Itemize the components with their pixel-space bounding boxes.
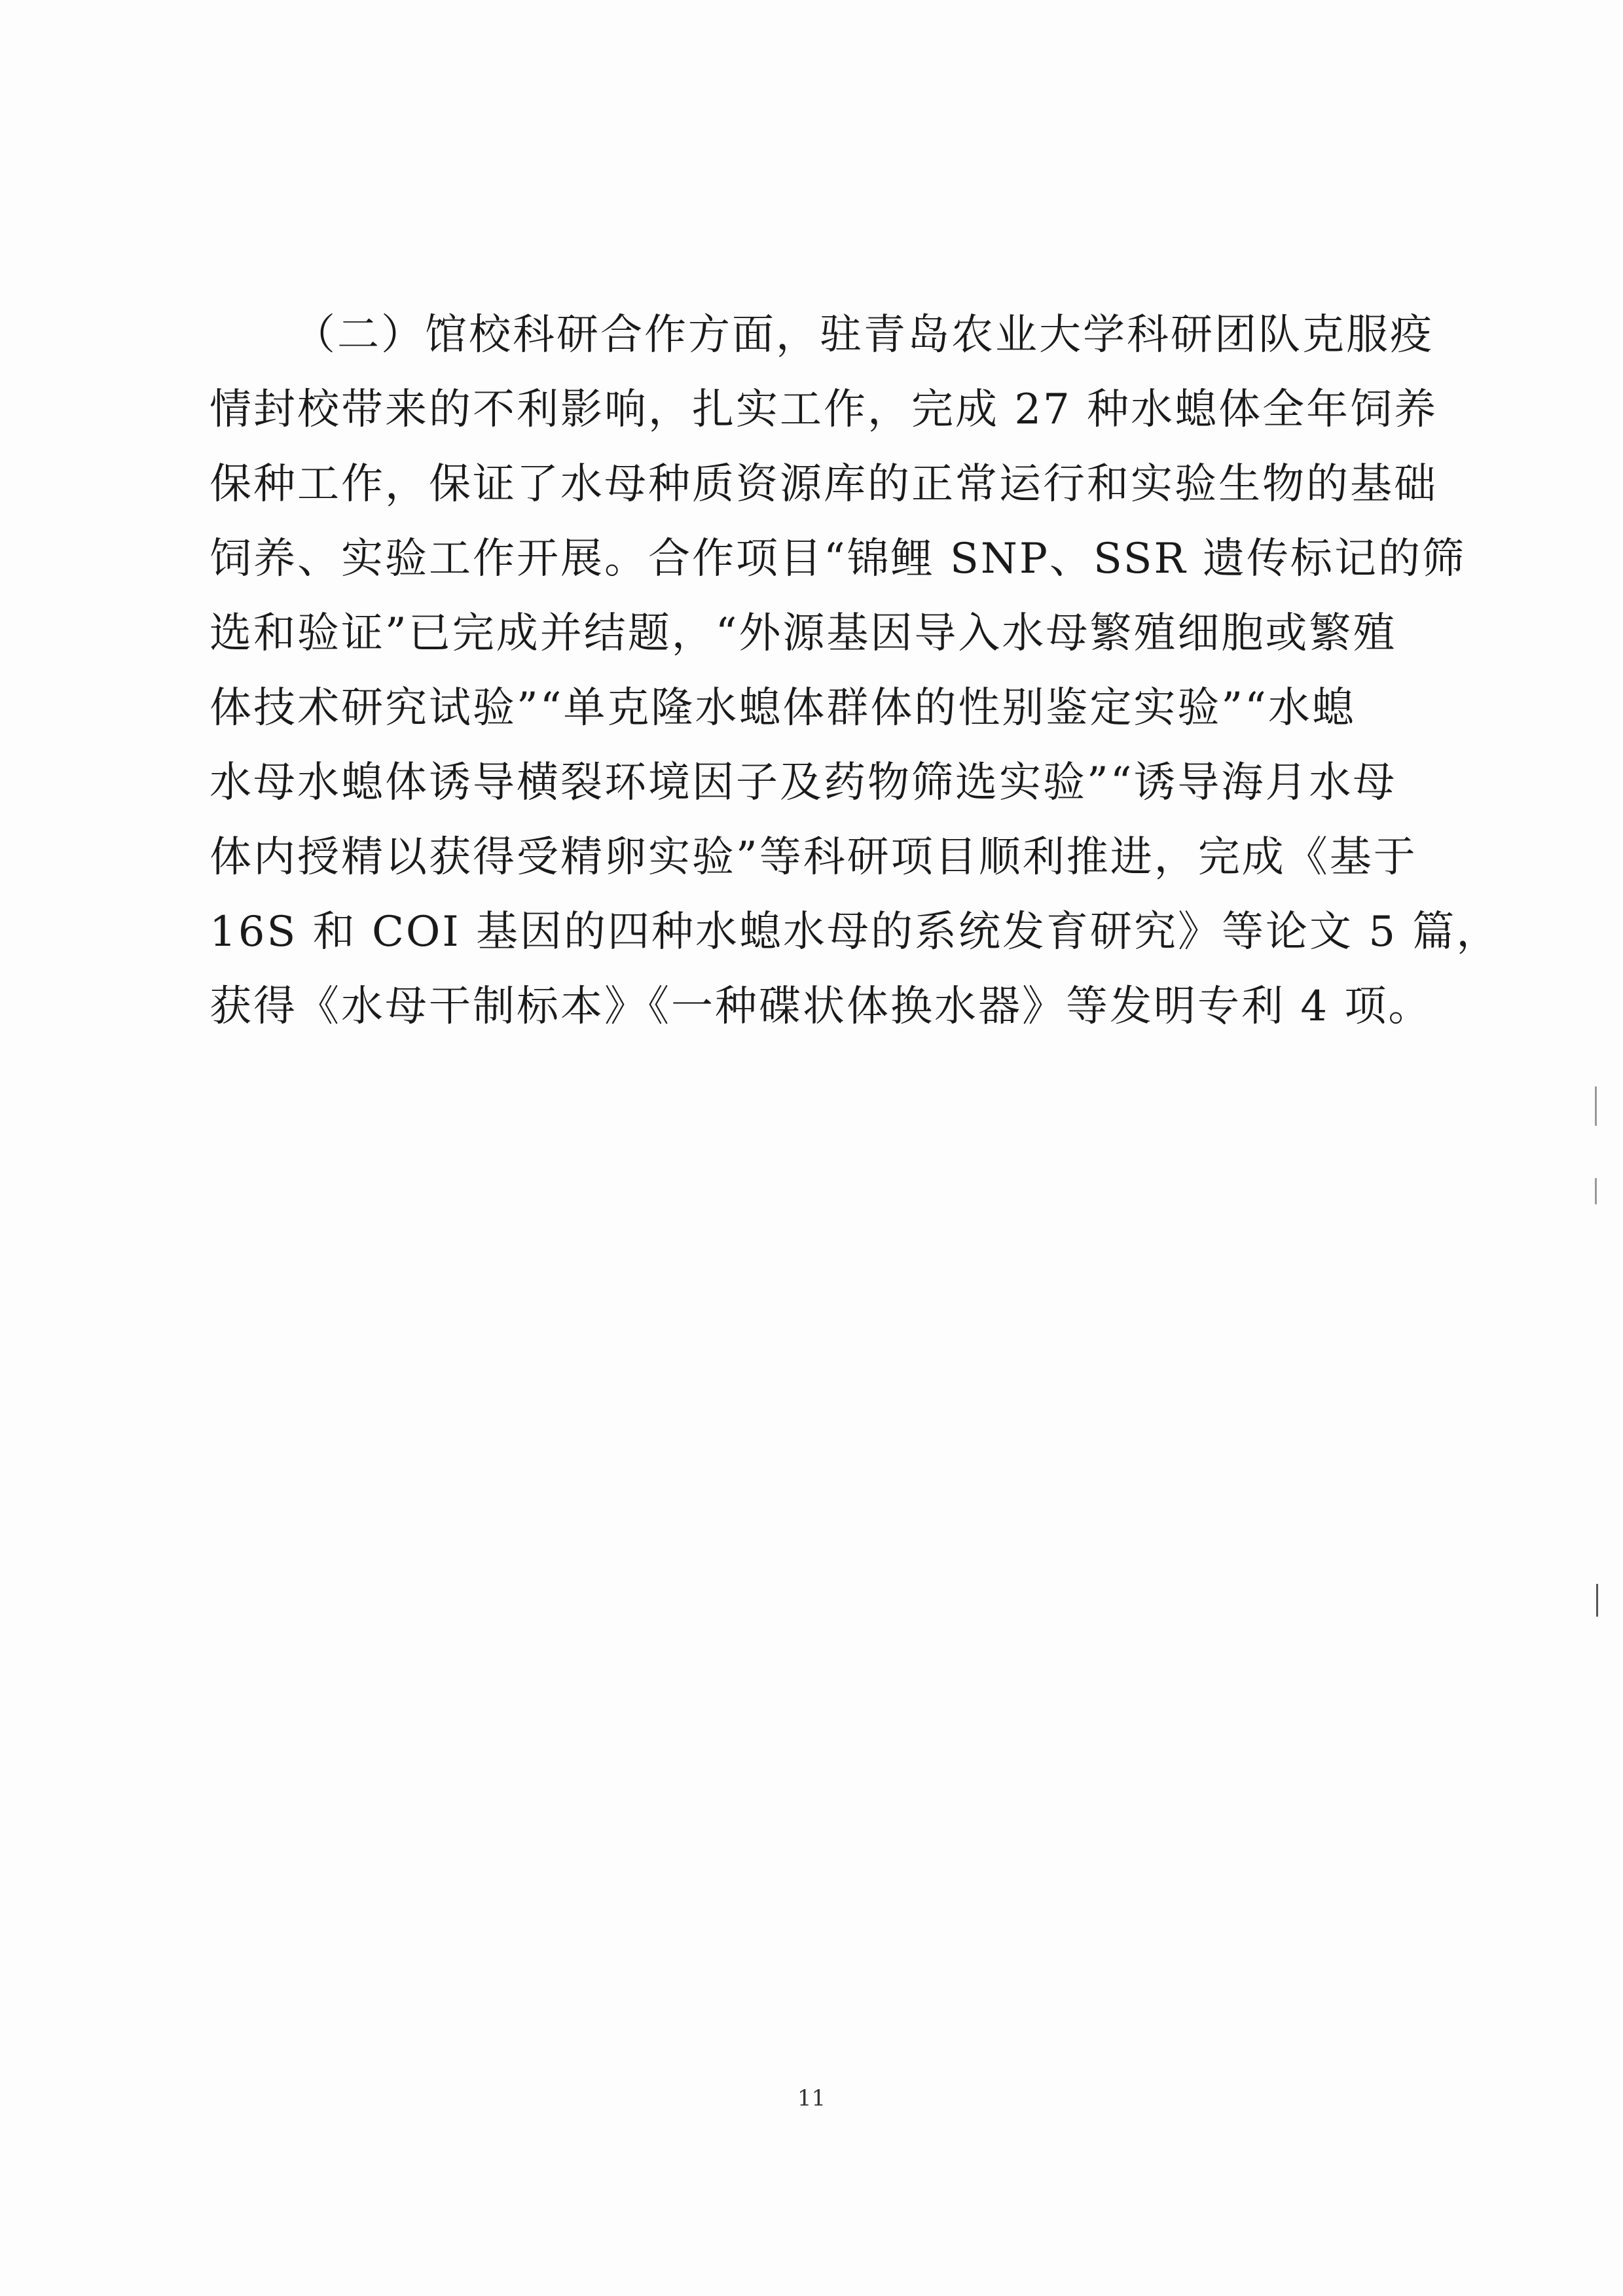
paragraph-line: 16S 和 COI 基因的四种水螅水母的系统发育研究》等论文 5 篇， <box>210 908 1501 956</box>
paragraph <box>210 298 1501 1044</box>
scan-artifact <box>1596 1584 1598 1617</box>
paragraph-line: 饲养、实验工作开展。合作项目“锦鲤 SNP、SSR 遗传标记的筛 <box>210 535 1467 583</box>
paragraph-line: 体技术研究试验”“单克隆水螅体群体的性别鉴定实验”“水螅 <box>210 684 1356 732</box>
paragraph-line: 体内授精以获得受精卵实验”等科研项目顺利推进，完成《基于 <box>210 833 1417 882</box>
paragraph-line: 保种工作，保证了水母种质资源库的正常运行和实验生物的基础 <box>210 460 1438 509</box>
paragraph-line: 水母水螅体诱导横裂环境因子及药物筛选实验”“诱导海月水母 <box>210 759 1397 807</box>
scan-artifact <box>1595 1178 1597 1204</box>
paragraph-line: 选和验证”已完成并结题，“外源基因导入水母繁殖细胞或繁殖 <box>210 609 1397 658</box>
paragraph-line: 情封校带来的不利影响，扎实工作，完成 27 种水螅体全年饲养 <box>210 386 1438 434</box>
page-number: 11 <box>797 2085 826 2111</box>
paragraph-line: （二）馆校科研合作方面，驻青岛农业大学科研团队克服疫 <box>293 311 1434 359</box>
scan-artifact <box>1595 1086 1597 1126</box>
paragraph-line: 获得《水母干制标本》《一种碟状体换水器》等发明专利 4 项。 <box>210 982 1432 1031</box>
